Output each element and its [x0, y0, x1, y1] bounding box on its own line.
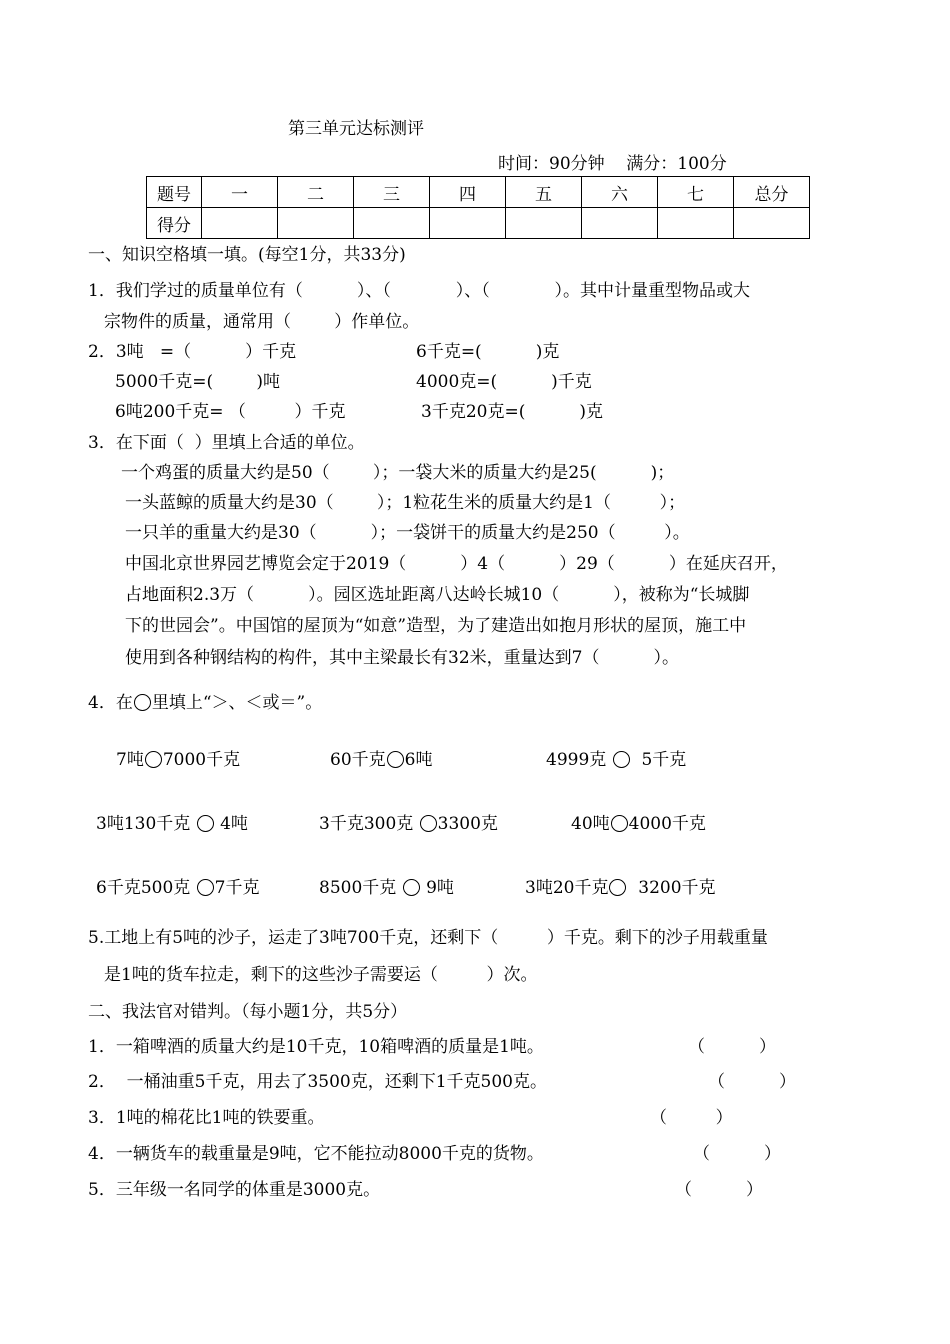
score-cell[interactable] [582, 208, 658, 239]
q2-item-d: 4000克=( )千克 [416, 372, 592, 392]
q5-line1: 5.工地上有5吨的沙子，运走了3吨700千克，还剩下（ ）千克。剩下的沙子用载重量 [88, 928, 768, 948]
score-table-header-cell: 七 [658, 177, 734, 208]
compare-item [546, 749, 686, 771]
score-table-header-cell: 六 [582, 177, 658, 208]
compare-item [525, 877, 716, 899]
compare-right: 4000千克 [628, 814, 706, 834]
compare-left: 4999克 [546, 750, 612, 770]
q4-intro [88, 692, 322, 714]
compare-left: 60千克 [330, 750, 386, 770]
score-table-header-row [147, 177, 810, 208]
compare-item [96, 813, 248, 835]
q2-item-b: 6千克=( )克 [416, 342, 560, 362]
q2-item-f: 3千克20克=( )克 [421, 402, 603, 422]
compare-circle[interactable] [145, 751, 162, 768]
time-and-score-info: 时间：90分钟 满分：100分 [498, 154, 727, 174]
compare-item [116, 749, 240, 771]
compare-circle[interactable] [403, 879, 420, 896]
compare-left: 3吨130千克 [96, 814, 196, 834]
q3-line1: 一个鸡蛋的质量大约是50（ ）；一袋大米的质量大约是25( )； [121, 463, 675, 483]
score-table-header-cell: 总分 [734, 177, 810, 208]
score-cell[interactable] [278, 208, 354, 239]
score-cell[interactable] [354, 208, 430, 239]
compare-left: 3千克300克 [319, 814, 419, 834]
compare-right: 6吨 [404, 750, 433, 770]
score-cell[interactable] [202, 208, 278, 239]
q2-item-a: 2．3吨 =（ ）千克 [88, 342, 297, 362]
compare-right: 7000千克 [162, 750, 241, 770]
q3-line2: 一头蓝鲸的质量大约是30（ ）；1粒花生米的质量大约是1（ ）； [125, 493, 686, 513]
q3-line4: 中国北京世界园艺博览会定于2019（ ）4（ ）29（ ）在延庆召开， [125, 554, 788, 574]
compare-left: 6千克500克 [96, 878, 196, 898]
score-table-header-cell: 三 [354, 177, 430, 208]
compare-circle[interactable] [197, 815, 214, 832]
compare-left: 3吨20千克 [525, 878, 609, 898]
compare-right: 3200千克 [627, 878, 716, 898]
compare-item [319, 877, 454, 899]
score-cell[interactable] [658, 208, 734, 239]
score-cell[interactable] [430, 208, 506, 239]
compare-right: 5千克 [630, 750, 687, 770]
compare-right: 4吨 [214, 814, 248, 834]
score-table [146, 176, 810, 239]
compare-item [96, 877, 260, 899]
compare-left: 40吨 [571, 814, 610, 834]
score-table-row-label: 得分 [147, 208, 202, 239]
compare-right: 9吨 [420, 878, 454, 898]
circle-icon [134, 694, 151, 711]
compare-circle[interactable] [420, 815, 437, 832]
judge-item-text: 2． 一桶油重5千克，用去了3500克，还剩下1千克500克。 [88, 1072, 547, 1092]
q4-intro-post: 里填上“＞、＜或＝”。 [151, 693, 323, 713]
score-table-header-cell: 二 [278, 177, 354, 208]
score-table-header-cell: 一 [202, 177, 278, 208]
q1-line1: 1．我们学过的质量单位有（ ）、（ ）、（ ）。其中计量重型物品或大 [88, 281, 751, 301]
compare-item [319, 813, 498, 835]
judge-item-text: 5．三年级一名同学的体重是3000克。 [88, 1180, 381, 1200]
q5-line2: 是1吨的货车拉走，剩下的这些沙子需要运（ ）次。 [104, 965, 538, 985]
compare-circle[interactable] [197, 879, 214, 896]
compare-circle[interactable] [609, 879, 626, 896]
score-table-header-cell: 题号 [147, 177, 202, 208]
compare-left: 7吨 [116, 750, 144, 770]
judge-item-text: 3．1吨的棉花比1吨的铁要重。 [88, 1108, 325, 1128]
compare-circle[interactable] [611, 815, 628, 832]
compare-item [330, 749, 432, 771]
compare-left: 8500千克 [319, 878, 402, 898]
q2-item-e: 6吨200千克= （ ）千克 [115, 402, 346, 422]
q2-item-c: 5000千克=( )吨 [115, 372, 281, 392]
q4-intro-pre: 4．在 [88, 693, 133, 713]
score-table-header-cell: 五 [506, 177, 582, 208]
q1-line2: 宗物件的质量，通常用（ ）作单位。 [104, 312, 420, 332]
compare-item [571, 813, 706, 835]
judge-answer-paren[interactable]: （ ） [675, 1180, 764, 1200]
q3-line7: 使用到各种钢结构的构件，其中主梁最长有32米，重量达到7（ ）。 [125, 648, 679, 668]
page-title: 第三单元达标测评 [288, 119, 424, 139]
judge-item-text: 1．一箱啤酒的质量大约是10千克，10箱啤酒的质量是1吨。 [88, 1037, 544, 1057]
section1-heading: 一、知识空格填一填。(每空1分，共33分) [88, 245, 406, 265]
compare-right: 3300克 [437, 814, 498, 834]
q3-line6: 下的世园会”。中国馆的屋顶为“如意”造型，为了建造出如抱月形状的屋顶，施工中 [125, 616, 747, 636]
q3-line5: 占地面积2.3万（ ）。园区选址距离八达岭长城10（ ），被称为“长城脚 [125, 585, 750, 605]
q3-line3: 一只羊的重量大约是30（ ）；一袋饼干的质量大约是250（ ）。 [125, 523, 690, 543]
compare-circle[interactable] [387, 751, 404, 768]
q3-intro: 3．在下面（ ）里填上合适的单位。 [88, 433, 365, 453]
compare-circle[interactable] [613, 751, 630, 768]
score-table-score-row [147, 208, 810, 239]
judge-item-text: 4．一辆货车的载重量是9吨，它不能拉动8000千克的货物。 [88, 1144, 544, 1164]
score-cell[interactable] [734, 208, 810, 239]
judge-answer-paren[interactable]: （ ） [693, 1144, 782, 1164]
score-cell[interactable] [506, 208, 582, 239]
judge-answer-paren[interactable]: （ ） [650, 1108, 733, 1128]
judge-answer-paren[interactable]: （ ） [708, 1072, 797, 1092]
judge-answer-paren[interactable]: （ ） [688, 1037, 777, 1057]
section2-heading: 二、我法官对错判。（每小题1分，共5分） [88, 1002, 408, 1022]
compare-right: 7千克 [214, 878, 260, 898]
score-table-header-cell: 四 [430, 177, 506, 208]
